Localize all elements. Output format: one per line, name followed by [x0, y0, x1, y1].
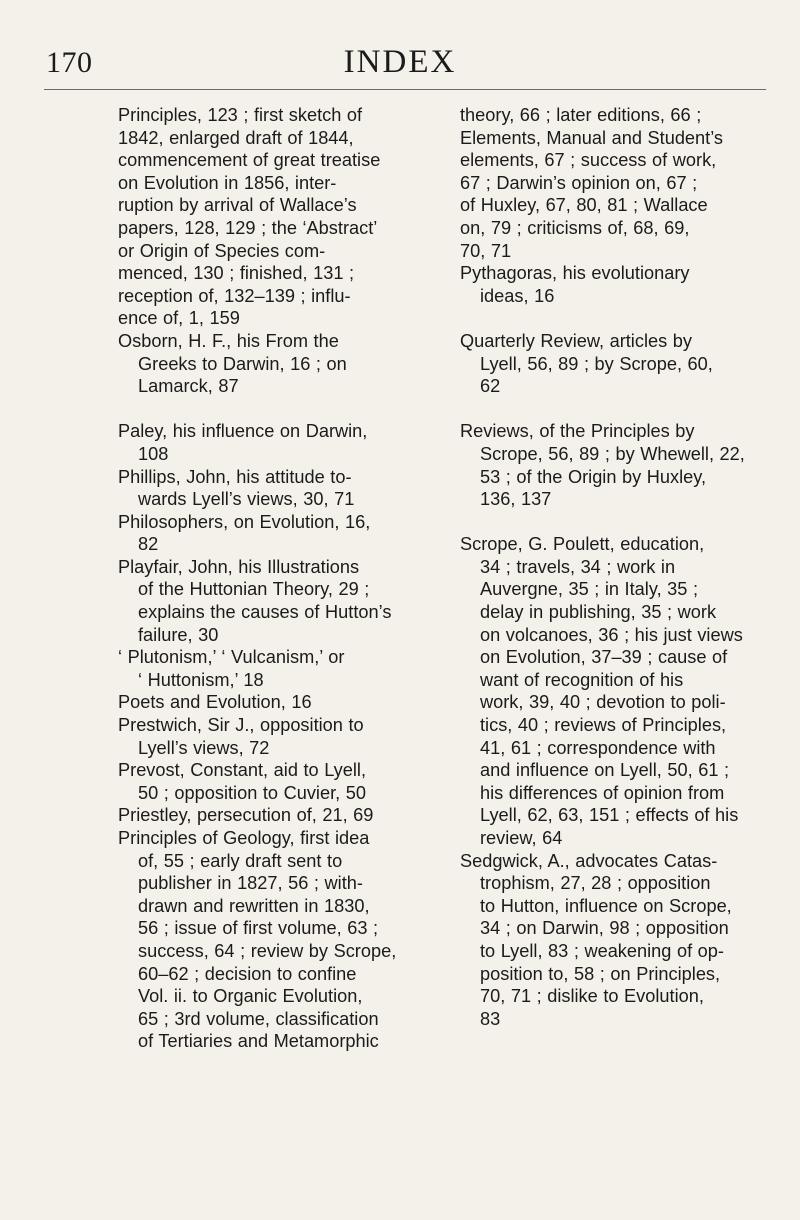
- index-entry-priestley: [118, 804, 428, 827]
- index-line: 83: [480, 1008, 501, 1029]
- index-line: position to, 58 ; on Principles,: [480, 963, 721, 984]
- index-line: elements, 67 ; success of work,: [460, 150, 717, 171]
- index-line: explains the causes of Hutton’s: [138, 602, 392, 623]
- index-line: drawn and rewritten in 1830,: [138, 895, 370, 916]
- index-line: Vol. ii. to Organic Evolution,: [138, 986, 363, 1007]
- index-line: on, 79 ; criticisms of, 68, 69,: [460, 217, 690, 238]
- index-line: 62: [480, 376, 501, 397]
- index-line: ideas, 16: [480, 285, 555, 306]
- index-line: tics, 40 ; reviews of Principles,: [480, 715, 727, 736]
- index-line: ence of, 1, 159: [118, 308, 240, 329]
- index-line: 1842, enlarged draft of 1844,: [118, 127, 354, 148]
- index-line: 41, 61 ; correspondence with: [480, 737, 716, 758]
- index-line: 136, 137: [480, 489, 552, 510]
- index-line: Scrope, 56, 89 ; by Whewell, 22,: [480, 443, 745, 464]
- index-line: on Evolution in 1856, inter-: [118, 172, 337, 193]
- index-line: 53 ; of the Origin by Huxley,: [480, 466, 707, 487]
- index-line: Pythagoras, his evolutionary: [460, 263, 690, 284]
- index-line: 56 ; issue of first volume, 63 ;: [138, 918, 379, 939]
- index-line: to Lyell, 83 ; weakening of op-: [480, 940, 724, 961]
- index-line: reception of, 132–139 ; influ-: [118, 285, 351, 306]
- index-entry-osborn: [118, 330, 428, 398]
- index-line: Scrope, G. Poulett, education,: [460, 534, 705, 555]
- index-line: Lyell, 56, 89 ; by Scrope, 60,: [480, 353, 713, 374]
- index-line: Elements, Manual and Student’s: [460, 127, 724, 148]
- index-line: Quarterly Review, articles by: [460, 330, 692, 351]
- index-entry-principles-darwin: [118, 104, 428, 330]
- index-line: Philosophers, on Evolution, 16,: [118, 511, 371, 532]
- index-line: Prestwich, Sir J., opposition to: [118, 715, 364, 736]
- index-line: wards Lyell’s views, 30, 71: [138, 489, 355, 510]
- index-line: or Origin of Species com-: [118, 240, 326, 261]
- index-line: ruption by arrival of Wallace’s: [118, 195, 357, 216]
- index-line: of, 55 ; early draft sent to: [138, 850, 343, 871]
- index-line: work, 39, 40 ; devotion to poli-: [480, 692, 726, 713]
- index-line: Phillips, John, his attitude to-: [118, 466, 352, 487]
- index-line: trophism, 27, 28 ; opposition: [480, 873, 711, 894]
- index-line: to Hutton, influence on Scrope,: [480, 895, 732, 916]
- index-entry-poets: [118, 691, 428, 714]
- index-line: publisher in 1827, 56 ; with-: [138, 873, 363, 894]
- index-line: Principles, 123 ; first sketch of: [118, 105, 363, 125]
- index-entry-quarterly-review: [460, 330, 772, 398]
- index-entry-principles-geology: [118, 827, 428, 1053]
- index-column-right: [460, 104, 772, 1030]
- index-entry-plutonism: [118, 646, 428, 691]
- letter-gap: [118, 398, 428, 421]
- index-line: Osborn, H. F., his From the: [118, 330, 339, 351]
- index-line: Principles of Geology, first idea: [118, 828, 370, 848]
- index-line: Auvergne, 35 ; in Italy, 35 ;: [480, 579, 699, 600]
- index-line: papers, 128, 129 ; the ‘Abstract’: [118, 217, 378, 238]
- index-line: commencement of great treatise: [118, 150, 381, 171]
- index-line: Prevost, Constant, aid to Lyell,: [118, 760, 366, 781]
- index-entry-philosophers: [118, 511, 428, 556]
- index-line: on Evolution, 37–39 ; cause of: [480, 647, 728, 668]
- index-entry-principles-geology-cont: [460, 104, 772, 262]
- index-line: Paley, his influence on Darwin,: [118, 421, 368, 442]
- index-line: of Tertiaries and Metamorphic: [138, 1031, 379, 1052]
- index-line: delay in publishing, 35 ; work: [480, 602, 717, 623]
- index-line: success, 64 ; review by Scrope,: [138, 940, 397, 961]
- index-line: 70, 71 ; dislike to Evolution,: [480, 986, 704, 1007]
- index-entry-pythagoras: [460, 262, 772, 307]
- index-line: Lamarck, 87: [138, 376, 239, 397]
- index-column-left: [118, 104, 428, 1053]
- index-line: 50 ; opposition to Cuvier, 50: [138, 782, 366, 803]
- index-line: theory, 66 ; later editions, 66 ;: [460, 105, 702, 125]
- index-line: Sedgwick, A., advocates Catas-: [460, 850, 718, 871]
- index-line: 34 ; on Darwin, 98 ; opposition: [480, 918, 729, 939]
- index-line: ‘ Plutonism,’ ‘ Vulcanism,’ or: [118, 647, 345, 668]
- index-entry-prestwich: [118, 714, 428, 759]
- index-line: 34 ; travels, 34 ; work in: [480, 556, 676, 577]
- index-entry-scrope: [460, 533, 772, 849]
- index-line: his differences of opinion from: [480, 782, 725, 803]
- index-line: menced, 130 ; finished, 131 ;: [118, 263, 355, 284]
- index-line: 82: [138, 534, 159, 555]
- index-line: review, 64: [480, 828, 563, 848]
- index-line: 108: [138, 443, 169, 464]
- index-line: and influence on Lyell, 50, 61 ;: [480, 760, 730, 781]
- index-line: Lyell’s views, 72: [138, 737, 270, 758]
- index-line: Playfair, John, his Illustrations: [118, 556, 360, 577]
- index-line: Priestley, persecution of, 21, 69: [118, 805, 374, 826]
- index-line: Greeks to Darwin, 16 ; on: [138, 353, 347, 374]
- index-line: 60–62 ; decision to confine: [138, 963, 357, 984]
- index-line: want of recognition of his: [480, 669, 684, 690]
- index-line: 65 ; 3rd volume, classification: [138, 1008, 379, 1029]
- index-line: Reviews, of the Principles by: [460, 421, 695, 442]
- letter-gap: [460, 398, 772, 421]
- page-title: INDEX: [343, 44, 457, 80]
- index-line: 70, 71: [460, 240, 512, 261]
- index-entry-reviews: [460, 420, 772, 510]
- index-entry-paley: [118, 420, 428, 465]
- index-line: of Huxley, 67, 80, 81 ; Wallace: [460, 195, 708, 216]
- index-line: ‘ Huttonism,’ 18: [138, 669, 264, 690]
- index-entry-prevost: [118, 759, 428, 804]
- index-line: on volcanoes, 36 ; his just views: [480, 624, 743, 645]
- header-rule: [44, 89, 766, 90]
- letter-gap: [460, 511, 772, 534]
- page-number: 170: [46, 46, 93, 79]
- index-entry-playfair: [118, 556, 428, 646]
- index-line: of the Huttonian Theory, 29 ;: [138, 579, 370, 600]
- letter-gap: [460, 307, 772, 330]
- index-line: Lyell, 62, 63, 151 ; effects of his: [480, 805, 739, 826]
- index-line: failure, 30: [138, 624, 219, 645]
- index-entry-sedgwick: [460, 850, 772, 1031]
- index-line: 67 ; Darwin’s opinion on, 67 ;: [460, 172, 698, 193]
- index-line: Poets and Evolution, 16: [118, 692, 312, 713]
- index-entry-phillips: [118, 466, 428, 511]
